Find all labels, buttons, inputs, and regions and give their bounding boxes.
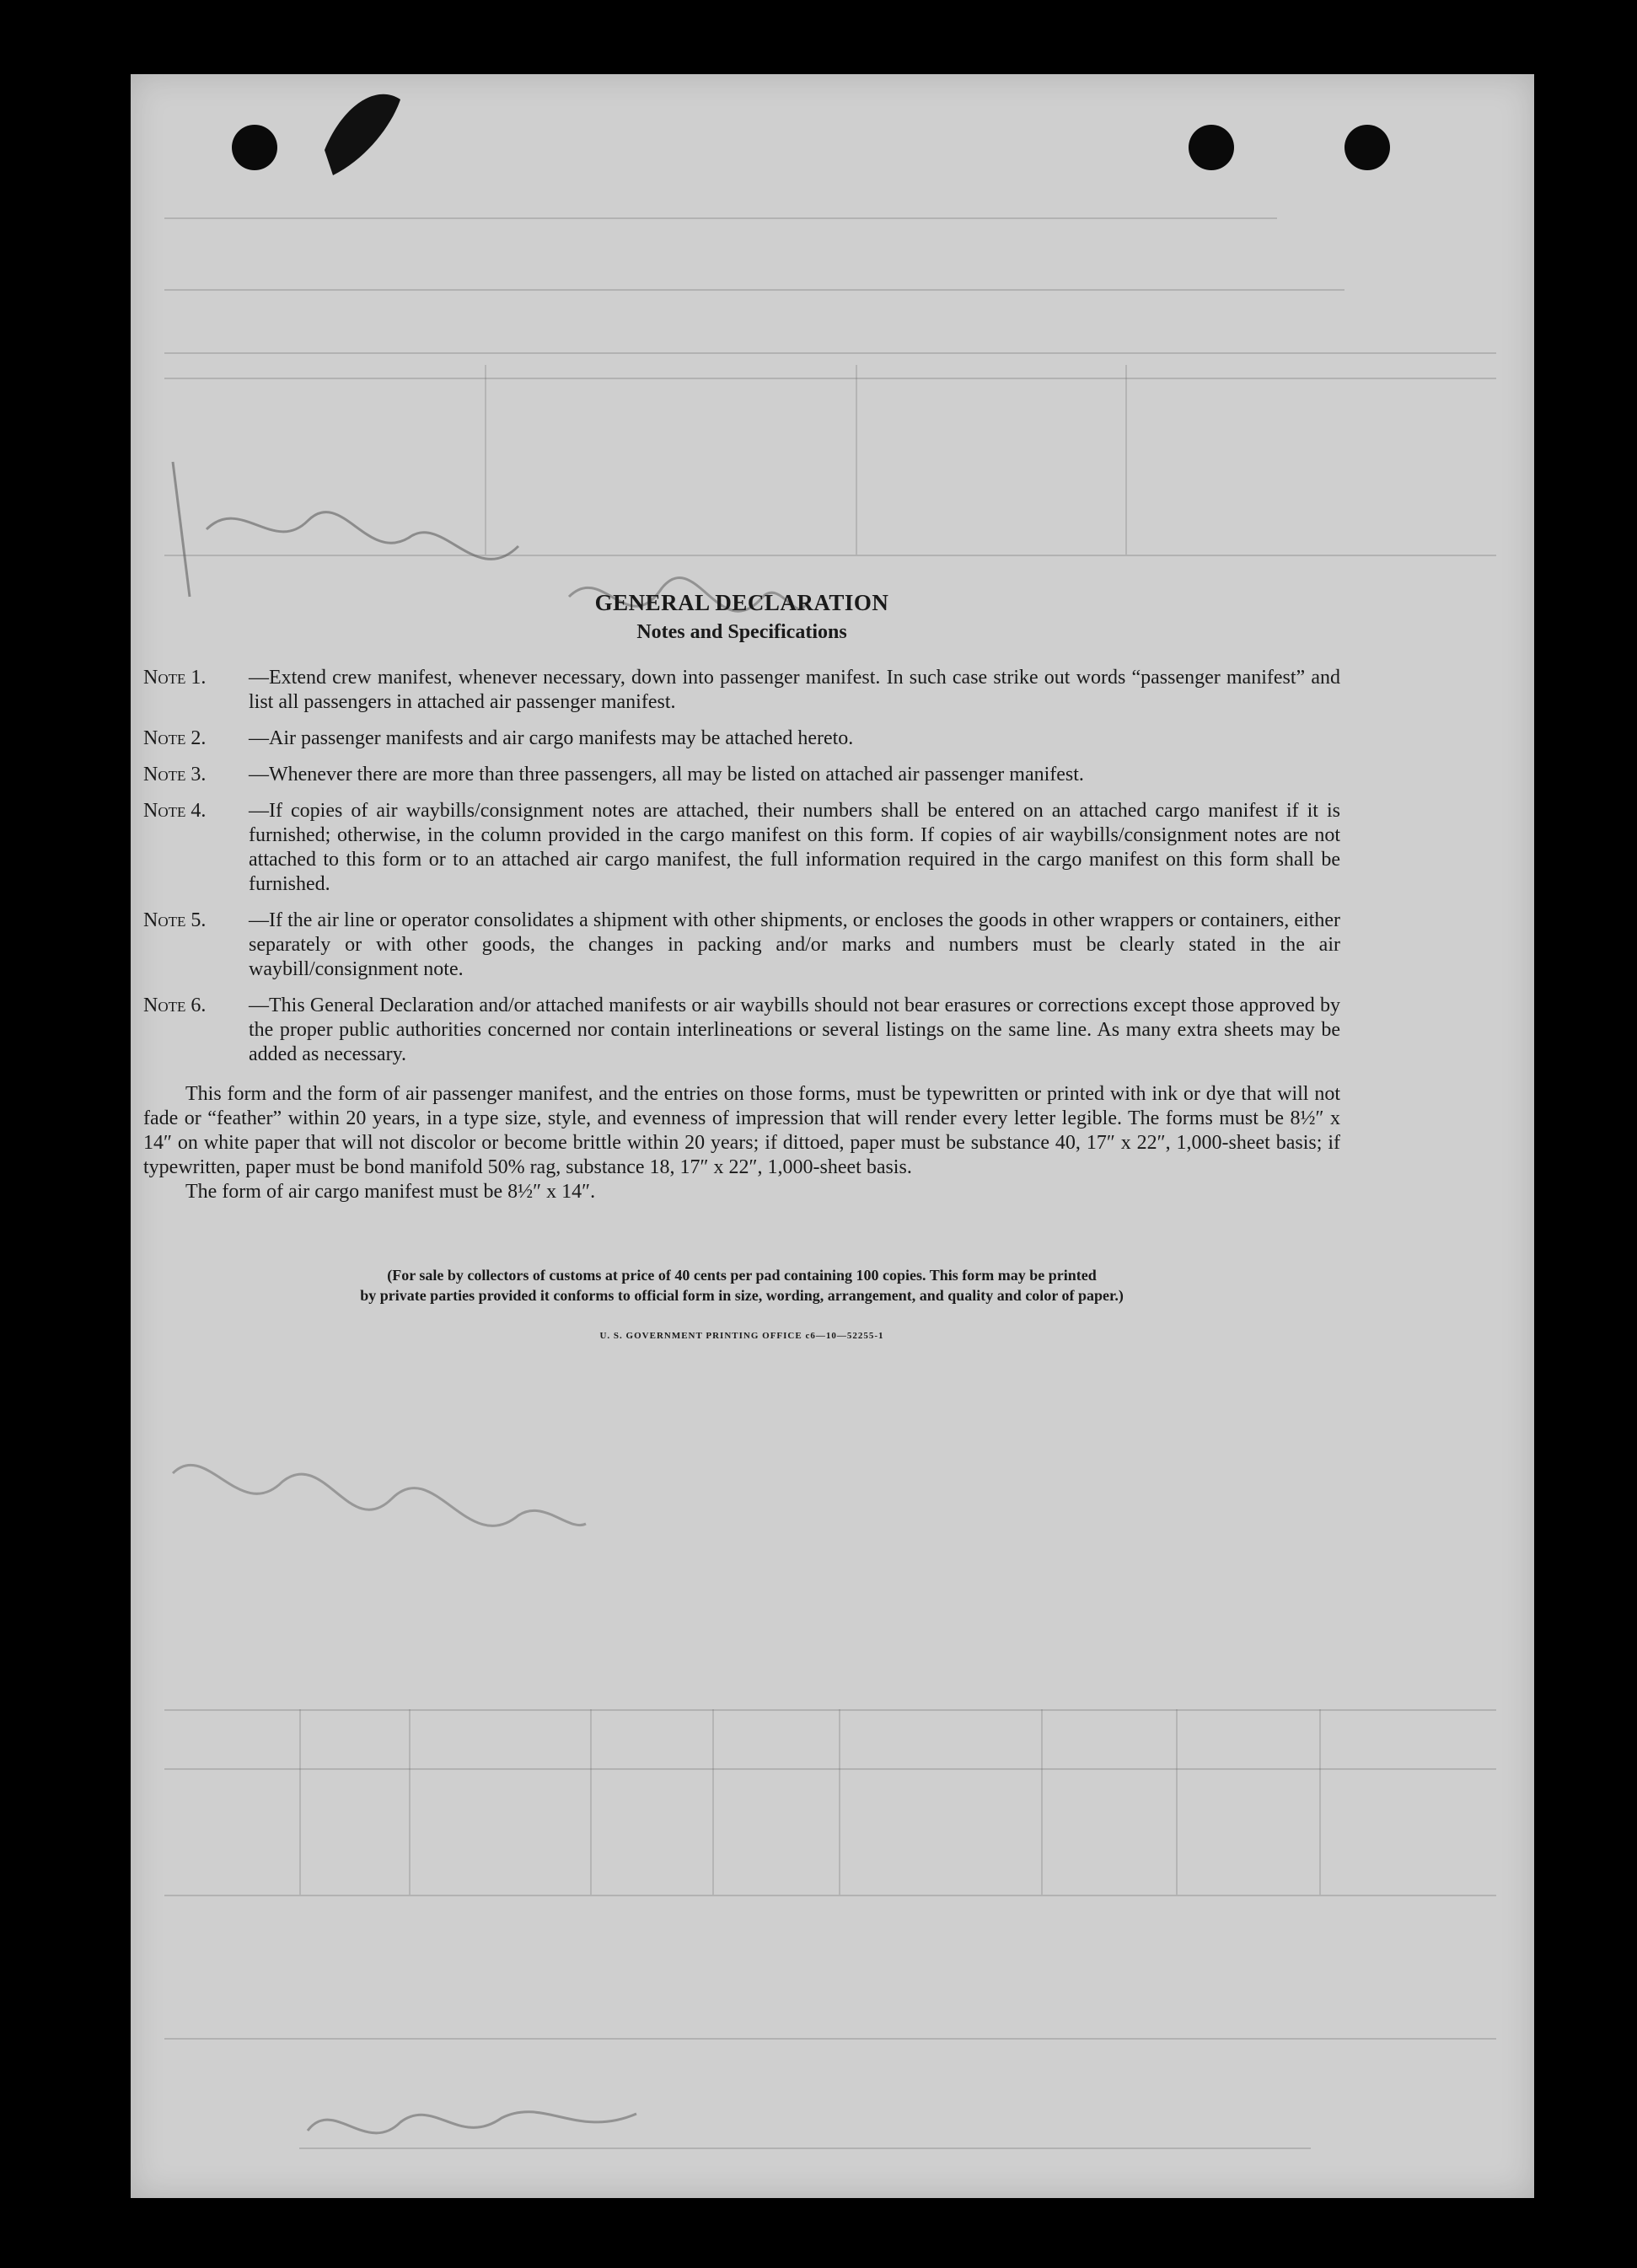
bleed-line bbox=[1041, 1709, 1043, 1895]
note-label: Note 3. bbox=[143, 764, 207, 785]
bleed-line bbox=[1125, 365, 1127, 555]
note-6 bbox=[143, 994, 1340, 1067]
note-4 bbox=[143, 799, 1340, 897]
bleed-line bbox=[1319, 1709, 1321, 1895]
sale-notice-line: by private parties provided it conforms to official form in size, wording, arrangement, and quality and color of paper.) bbox=[360, 1287, 1124, 1304]
bleed-line bbox=[409, 1709, 411, 1895]
bleed-line bbox=[164, 1709, 1496, 1711]
note-text: —If the air line or operator consolidates a shipment with other shipments, or encloses the goods in other wrappers or containers, either separately or with other goods, the changes in packing and/or marks and numbers must be clearly stated in the air waybill/consignment note. bbox=[249, 909, 1340, 980]
bleed-line bbox=[164, 352, 1496, 354]
printing-office-line: U. S. GOVERNMENT PRINTING OFFICE c6—10—52255-1 bbox=[599, 1331, 884, 1341]
note-5 bbox=[143, 909, 1340, 982]
note-label: Note 6. bbox=[143, 995, 207, 1016]
punch-hole bbox=[232, 125, 277, 170]
handwritten-signature-mark bbox=[299, 2080, 653, 2173]
bleed-line bbox=[164, 1895, 1496, 1896]
cargo-manifest-size-line: The form of air cargo manifest must be 8½″ x 14″. bbox=[185, 1181, 596, 1203]
note-text: —Extend crew manifest, whenever necessary, down into passenger manifest. In such case strike out words “passenger manifest” and list all passengers in attached air passenger manifest. bbox=[249, 667, 1340, 713]
note-label: Note 2. bbox=[143, 727, 207, 749]
handwritten-signature-mark bbox=[164, 1423, 603, 1608]
document-title: GENERAL DECLARATION bbox=[594, 590, 889, 615]
bleed-line bbox=[839, 1709, 840, 1895]
note-label: Note 1. bbox=[143, 667, 207, 689]
punch-hole bbox=[1189, 125, 1234, 170]
note-1 bbox=[143, 666, 1340, 715]
note-text: —If copies of air waybills/consignment notes are attached, their numbers shall be entered on an attached cargo manifest if it is furnished; otherwise, in the column provided in the cargo manifest on this form. If copies of air waybills/consignment notes are not attached to this form or to an attached air cargo manifest, the full information required in the cargo manifest on this form shall be furnished. bbox=[249, 800, 1340, 895]
specification-paragraph: This form and the form of air passenger manifest, and the entries on those forms, must be typewritten or printed with ink or dye that will not fade or “feather” within 20 years, in a type size, style, and evenness of impression that will render every letter legible. The forms must be 8½″ x 14″ on white paper that will not discolor or become brittle within 20 years; if dittoed, paper must be substance 40, 17″ x 22″, 1,000-sheet basis; if typewritten, paper must be bond manifold 50% rag, substance 18, 17″ x 22″, 1,000-sheet basis. bbox=[143, 1083, 1340, 1178]
bleed-line bbox=[164, 2038, 1496, 2040]
bleed-line bbox=[1176, 1709, 1178, 1895]
bleed-line bbox=[856, 365, 857, 555]
bleed-line bbox=[299, 1709, 301, 1895]
bleed-line bbox=[712, 1709, 714, 1895]
bleed-line bbox=[164, 1768, 1496, 1770]
bleed-line bbox=[164, 378, 1496, 379]
ink-blot-mark bbox=[299, 74, 518, 243]
note-2 bbox=[143, 727, 1340, 751]
note-text: —Whenever there are more than three passengers, all may be listed on attached air passenger manifest. bbox=[249, 764, 1084, 785]
note-text: —Air passenger manifests and air cargo manifests may be attached hereto. bbox=[249, 727, 854, 749]
note-label: Note 5. bbox=[143, 909, 207, 931]
bleed-line bbox=[164, 289, 1344, 291]
sale-notice-line: (For sale by collectors of customs at price of 40 cents per pad containing 100 copies. This form may be printed bbox=[387, 1267, 1097, 1284]
note-label: Note 4. bbox=[143, 800, 207, 822]
sale-notice bbox=[143, 1265, 1340, 1306]
note-3 bbox=[143, 763, 1340, 787]
punch-hole bbox=[1344, 125, 1390, 170]
bleed-line bbox=[590, 1709, 592, 1895]
notes-section bbox=[143, 590, 1340, 1341]
note-text: —This General Declaration and/or attached manifests or air waybills should not bear erasures or corrections except those approved by the proper public authorities concerned nor contain interlineations or several listings on the same line. As many extra sheets may be added as necessary. bbox=[249, 995, 1340, 1065]
document-subtitle: Notes and Specifications bbox=[636, 621, 847, 643]
